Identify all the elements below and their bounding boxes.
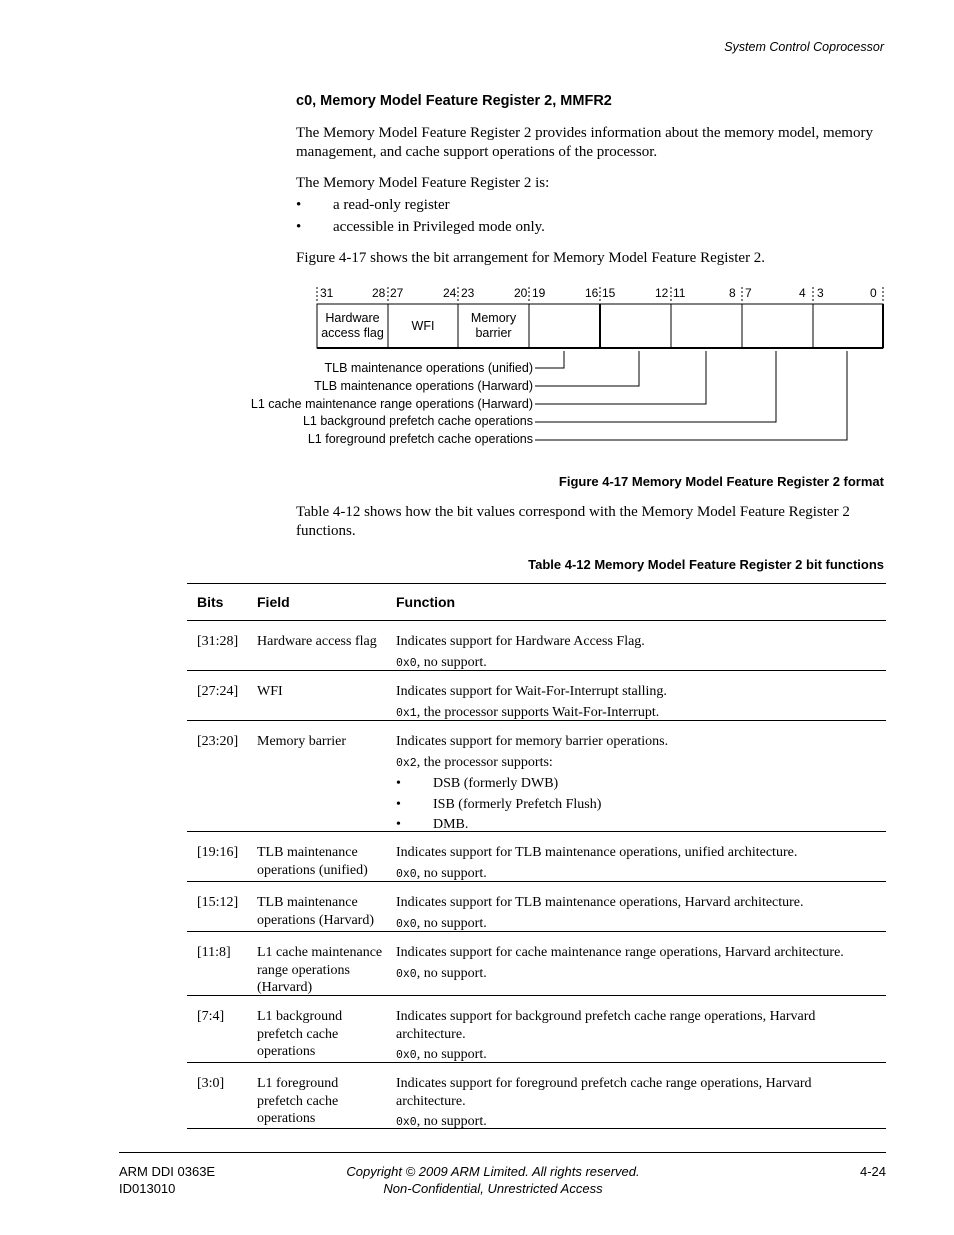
section-heading: c0, Memory Model Feature Register 2, MMFR2 [296, 93, 612, 109]
bit-label: 19 [532, 286, 546, 300]
table-row: [7:4] L1 background prefetch cache operations Indicates support for background prefetch cache range operations, Harvard architecture. 0x0, no support. [187, 996, 886, 1063]
footer-doc-id: ARM DDI 0363E [119, 1164, 216, 1179]
leader-label: L1 foreground prefetch cache operations [307, 432, 533, 446]
bullet-item: • a read-only register [296, 197, 450, 213]
bit-label: 8 [729, 286, 736, 300]
bit-label: 27 [390, 286, 404, 300]
bit-label: 31 [320, 286, 334, 300]
bit-label: 24 [443, 286, 457, 300]
field-wfi: WFI [411, 318, 435, 333]
bit-label: 11 [673, 286, 686, 300]
table-row: [23:20] Memory barrier Indicates support for memory barrier operations. 0x2, the processor supports: • DSB (formerly DWB) • ISB (formerly Prefetch Flush) • DMB. [187, 721, 886, 832]
leader-label: L1 cache maintenance range operations (Harward) [250, 397, 533, 411]
list-item: • DSB (formerly DWB) [396, 776, 559, 791]
bit-label: 12 [655, 286, 669, 300]
table-reference: Table 4-12 shows how the bit values correspond with the Memory Model Feature Register 2 functions. [296, 504, 850, 539]
footer-divider [119, 1152, 886, 1153]
footer-page-number: 4-24 [859, 1164, 886, 1179]
field-hardware-access-flag: Hardware access flag [321, 311, 384, 340]
field-memory-barrier: Memory barrier [470, 311, 517, 340]
bit-label: 20 [514, 286, 528, 300]
column-header-bits: Bits [197, 594, 224, 610]
table-row: [31:28] Hardware access flag Indicates support for Hardware Access Flag. 0x0, no support. [187, 621, 886, 671]
figure-reference: Figure 4-17 shows the bit arrangement for Memory Model Feature Register 2. [296, 250, 766, 266]
bit-label: 28 [372, 286, 386, 300]
table-row: [15:12] TLB maintenance operations (Harvard) Indicates support for TLB maintenance operations, Harvard architecture. 0x0, no support. [187, 882, 886, 932]
register-figure [230, 284, 890, 454]
footer-copyright: Copyright © 2009 ARM Limited. All rights reserved. [346, 1164, 640, 1179]
table-row: [27:24] WFI Indicates support for Wait-For-Interrupt stalling. 0x1, the processor supports Wait-For-Interrupt. [187, 671, 886, 721]
footer-legal [300, 1163, 686, 1197]
intro-paragraph: The Memory Model Feature Register 2 provides information about the memory model, memory management, and cache support operations of the processor. [296, 125, 873, 160]
list-item: • DMB. [396, 817, 469, 832]
figure-caption: Figure 4-17 Memory Model Feature Register 2 format [558, 474, 884, 489]
running-header: System Control Coprocessor [724, 40, 884, 54]
bit-functions-table [187, 583, 886, 1129]
bit-label: 0 [870, 286, 877, 300]
column-header-field: Field [257, 594, 290, 610]
table-row: [11:8] L1 cache maintenance range operations (Harvard) Indicates support for cache maintenance range operations, Harvard architecture. 0x0, no support. [187, 932, 886, 996]
bit-label: 3 [817, 286, 824, 300]
bit-label: 16 [585, 286, 599, 300]
leader-label: TLB maintenance operations (unified) [324, 361, 533, 375]
bit-label: 15 [602, 286, 616, 300]
table-row: [19:16] TLB maintenance operations (unified) Indicates support for TLB maintenance operations, unified architecture. 0x0, no support. [187, 832, 886, 882]
bit-label: 4 [799, 286, 806, 300]
column-header-function: Function [396, 594, 456, 610]
table-row: [3:0] L1 foreground prefetch cache operations Indicates support for foreground prefetch cache range operations, Harvard architecture. 0x0, no support. [187, 1063, 886, 1129]
list-item: • ISB (formerly Prefetch Flush) [396, 796, 602, 812]
footer-access: Non-Confidential, Unrestricted Access [383, 1181, 603, 1196]
register-is-line: The Memory Model Feature Register 2 is: [296, 175, 550, 191]
bit-label: 7 [745, 286, 752, 300]
table-header-row [187, 583, 886, 621]
table-caption: Table 4-12 Memory Model Feature Register 2 bit functions [528, 557, 884, 572]
footer-release-id: ID013010 [119, 1181, 176, 1196]
footer-doc-info [119, 1163, 215, 1197]
leader-label: TLB maintenance operations (Harward) [314, 379, 533, 393]
leader-label: L1 background prefetch cache operations [302, 414, 533, 428]
bit-label: 23 [461, 286, 475, 300]
bullet-item: • accessible in Privileged mode only. [296, 219, 545, 235]
